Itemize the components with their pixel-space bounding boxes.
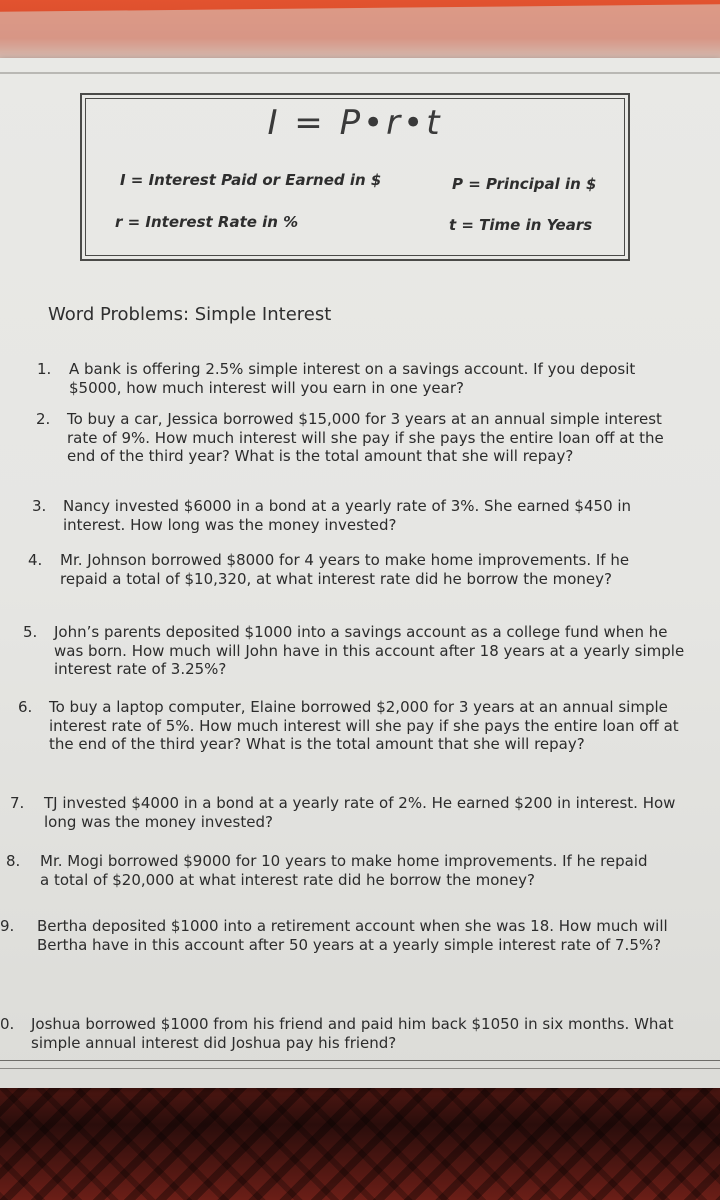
paper-bottom-rule-2 xyxy=(0,1068,720,1069)
problem-number: 2. xyxy=(36,410,51,428)
problem-text: Nancy invested $6000 in a bond at a yearly rate of 3%. She earned $450 in interest. How long was the money invested? xyxy=(63,497,632,534)
problem-number: 6. xyxy=(18,698,33,716)
problem-6 xyxy=(18,698,690,754)
problem-text: TJ invested $4000 in a bond at a yearly rate of 2%. He earned $200 in interest. How long was the money invested? xyxy=(44,794,676,831)
problem-number: 1. xyxy=(37,360,52,378)
problem-text: Mr. Mogi borrowed $9000 for 10 years to make home improvements. If he repaid a total of $20,000 at what interest rate did he borrow the money? xyxy=(40,852,648,889)
problem-number: 3. xyxy=(32,497,47,515)
section-title: Word Problems: Simple Interest xyxy=(48,304,332,325)
formula-box xyxy=(80,93,630,261)
patterned-cloth xyxy=(0,1075,720,1200)
problem-number: 0. xyxy=(0,1015,15,1033)
problem-text: Bertha deposited $1000 into a retirement account when she was 18. How much will Bertha have in this account after 50 years at a yearly simple interest rate of 7.5%? xyxy=(37,917,668,954)
problem-1 xyxy=(37,360,657,397)
definition-time: t = Time in Years xyxy=(449,216,593,234)
problem-9 xyxy=(0,917,705,954)
problem-text: To buy a car, Jessica borrowed $15,000 for 3 years at an annual simple interest rate of 9%. How much interest will she pay if she pays the entire loan off at the end of the third year? What is the total amount that she will repay? xyxy=(67,410,664,465)
definition-principal: P = Principal in $ xyxy=(452,175,597,193)
simple-interest-formula: I = P•r•t xyxy=(267,103,443,143)
definition-rate: r = Interest Rate in % xyxy=(115,213,299,231)
problem-number: 9. xyxy=(0,917,15,935)
problem-text: Joshua borrowed $1000 from his friend and paid him back $1050 in six months. What simple annual interest did Joshua pay his friend? xyxy=(31,1015,674,1052)
problem-3 xyxy=(32,497,662,534)
problem-number: 7. xyxy=(10,794,25,812)
problem-8 xyxy=(6,852,656,889)
paper-top-rule xyxy=(0,72,720,74)
problem-10 xyxy=(0,1015,710,1052)
paper-bottom-rule xyxy=(0,1060,720,1061)
problem-2 xyxy=(36,410,686,466)
problem-number: 5. xyxy=(23,623,38,641)
problem-4 xyxy=(28,551,668,588)
problem-text: Mr. Johnson borrowed $8000 for 4 years to make home improvements. If he repaid a total of $10,320, at what interest rate did he borrow the money? xyxy=(60,551,630,588)
problem-number: 4. xyxy=(28,551,43,569)
problem-text: To buy a laptop computer, Elaine borrowed $2,000 for 3 years at an annual simple interest rate of 5%. How much interest will she pay if she pays the entire loan off at the end of the third year? What is the total amount that she will repay? xyxy=(49,698,679,753)
definition-interest: I = Interest Paid or Earned in $ xyxy=(120,171,382,189)
problem-text: John’s parents deposited $1000 into a savings account as a college fund when he was born. How much will John have in this account after 18 years at a yearly simple interest rate of 3.25%? xyxy=(54,623,685,678)
problem-number: 8. xyxy=(6,852,21,870)
problem-7 xyxy=(10,794,700,831)
problem-5 xyxy=(23,623,688,679)
problem-text: A bank is offering 2.5% simple interest on a savings account. If you deposit $5000, how much interest will you earn in one year? xyxy=(69,360,636,397)
